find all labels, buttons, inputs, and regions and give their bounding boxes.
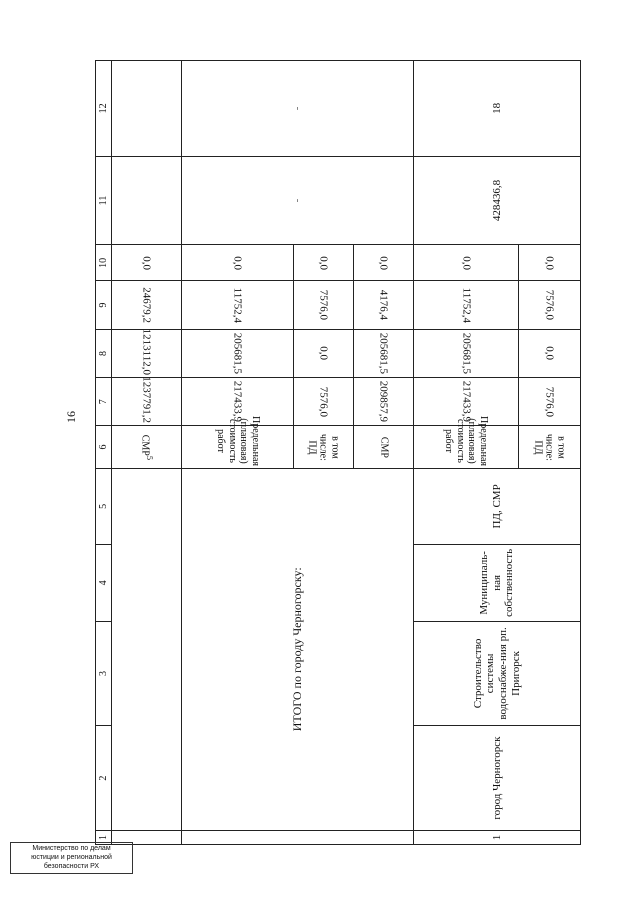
- cell-value: 0,0: [519, 329, 581, 377]
- cell-value: 0,0: [112, 245, 182, 281]
- cell-value: 0,0: [294, 329, 354, 377]
- stamp-line: Министерство по делам: [32, 845, 111, 852]
- cell-dash: -: [182, 61, 414, 157]
- cell-number: 1: [414, 830, 581, 844]
- cell-value: 1237791,2: [112, 378, 182, 426]
- row-label: в том числе: ПД: [294, 426, 354, 468]
- cell-value: 205681,5: [414, 329, 519, 377]
- cell-value: 7576,0: [294, 378, 354, 426]
- stamp-line: юстиции и региональной: [31, 854, 112, 861]
- cell-empty: [112, 156, 182, 245]
- col-number: 2: [96, 726, 112, 831]
- budget-table: [95, 60, 581, 845]
- cell-ownership: Муниципаль-ная собственность: [414, 545, 581, 621]
- row-label: Предельная (плановая) стоимость работ: [182, 426, 294, 468]
- cell-value: 217433,9: [182, 378, 294, 426]
- page-number: 16: [64, 411, 78, 423]
- cell-value: 11752,4: [414, 281, 519, 329]
- cell-dash: -: [182, 156, 414, 245]
- col-number: 11: [96, 156, 112, 245]
- row-label: в том числе: ПД: [519, 426, 581, 468]
- row-label: СМР$^5$: [112, 426, 182, 468]
- cell-value: 7576,0: [519, 281, 581, 329]
- col-number: 7: [96, 378, 112, 426]
- cell-empty: [112, 468, 182, 830]
- col-number: 12: [96, 61, 112, 157]
- col-number: 4: [96, 545, 112, 621]
- cell-value: 0,0: [294, 245, 354, 281]
- col-number: 8: [96, 329, 112, 377]
- ministry-stamp: [10, 842, 133, 874]
- cell-total: 428436,8: [414, 156, 581, 245]
- cell-value: 209857,9: [354, 378, 414, 426]
- col-number: 10: [96, 245, 112, 281]
- cell-value: 205681,5: [354, 329, 414, 377]
- cell-value: 4176,4: [354, 281, 414, 329]
- col-number: 3: [96, 621, 112, 726]
- cell-empty: [112, 61, 182, 157]
- col-number: 9: [96, 281, 112, 329]
- column-number-row: [96, 61, 112, 845]
- cell-value: 7576,0: [294, 281, 354, 329]
- cell-value: 0,0: [519, 245, 581, 281]
- col-number: 5: [96, 468, 112, 544]
- col-number: 1: [96, 830, 112, 844]
- cell-work-type: ПД, СМР: [414, 468, 581, 544]
- budget-table-sheet: [95, 60, 579, 845]
- cell-value: 24679,2: [112, 281, 182, 329]
- cell-value: 11752,4: [182, 281, 294, 329]
- row-label: Предельная (плановая) стоимость работ: [414, 426, 519, 468]
- cell-value: 205681,5: [182, 329, 294, 377]
- cell-city: город Черногорск: [414, 726, 581, 831]
- table-row: [112, 61, 182, 845]
- itogo-label: ИТОГО по городу Черногорску:: [182, 468, 414, 830]
- cell-empty: [182, 830, 414, 844]
- cell-object: Строительство системы водоснабже-ния рп. Пригорск: [414, 621, 581, 726]
- cell-value: 0,0: [354, 245, 414, 281]
- stamp-line: безопасности РХ: [43, 863, 100, 870]
- cell-value: 217433,9: [414, 378, 519, 426]
- col-number: 6: [96, 426, 112, 468]
- row-label: СМР: [354, 426, 414, 468]
- table-row: [414, 61, 519, 845]
- cell-col12: 18: [414, 61, 581, 157]
- cell-value: 0,0: [414, 245, 519, 281]
- cell-value: 7576,0: [519, 378, 581, 426]
- cell-value: 1213112,0: [112, 329, 182, 377]
- table-row: [182, 61, 294, 845]
- cell-value: 0,0: [182, 245, 294, 281]
